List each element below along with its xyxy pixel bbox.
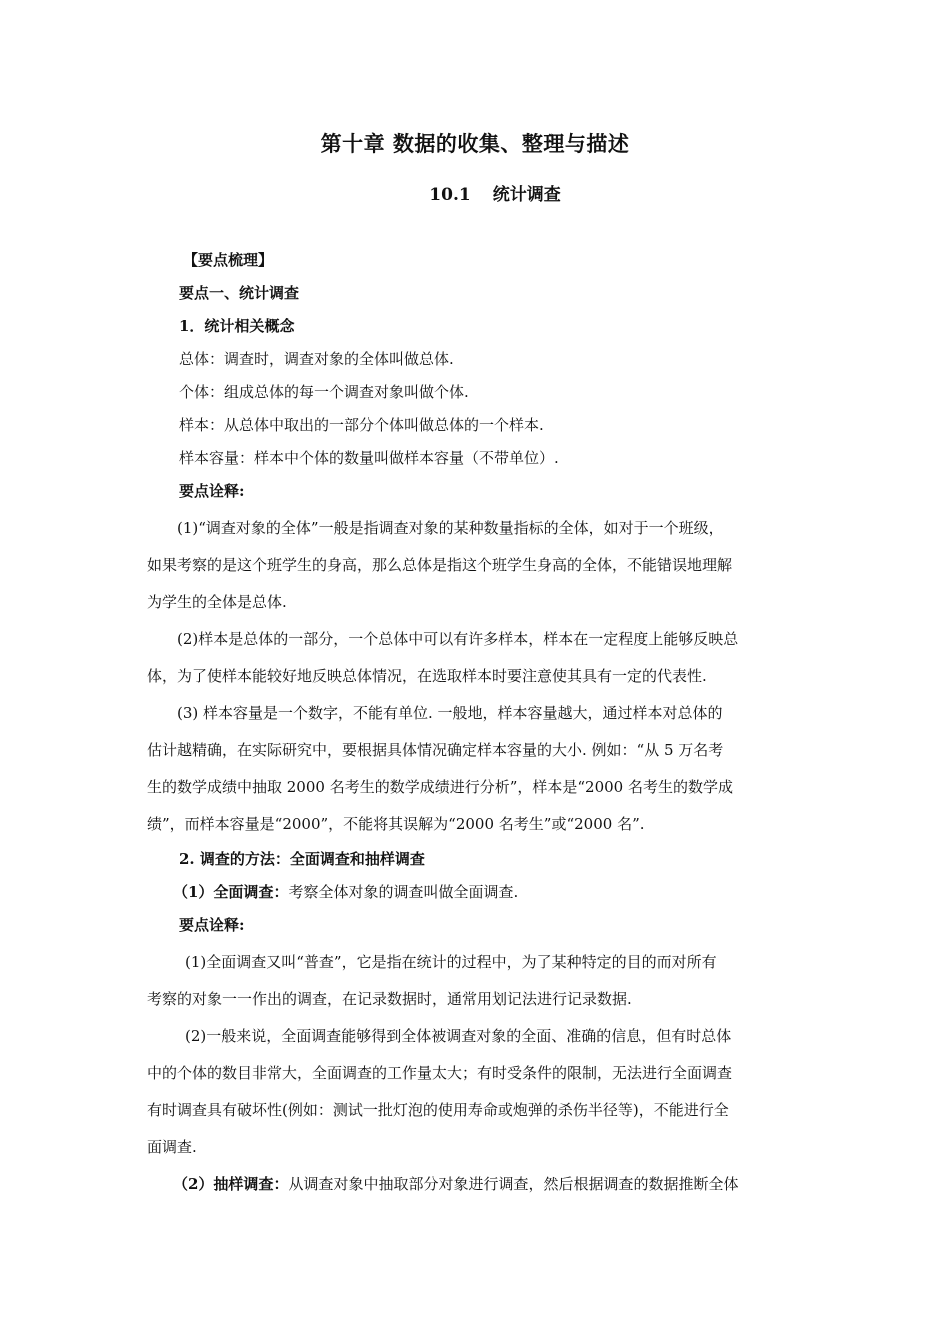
note-1-line-1: (1)“调查对象的全体”一般是指调查对象的某种数量指标的全体，如对于一个班级， <box>177 519 724 537</box>
definition-sample: 样本：从总体中取出的一部分个体叫做总体的一个样本. <box>179 416 544 434</box>
full-survey-text: 考察全体对象的调查叫做全面调查. <box>288 883 519 901</box>
sample-survey-text: 从调查对象中抽取部分对象进行调查，然后根据调查的数据推断全体 <box>288 1175 739 1193</box>
full-survey-note-2 <box>147 1018 807 1166</box>
note-paragraph-2 <box>147 621 807 695</box>
subsection-1-heading: 1．统计相关概念 <box>179 317 295 335</box>
note-3-line-1: (3) 样本容量是一个数字，不能有单位. 一般地，样本容量越大，通过样本对总体的 <box>177 704 723 722</box>
full-survey-note-1 <box>147 944 807 1018</box>
note-3-line-2: 估计越精确，在实际研究中，要根据具体情况确定样本容量的大小. 例如：“从 5 万名考 <box>147 741 724 759</box>
full-note-2-line-1: (2)一般来说，全面调查能够得到全体被调查对象的全面、准确的信息，但有时总体 <box>185 1027 732 1045</box>
note-2-line-1: (2)样本是总体的一部分，一个总体中可以有许多样本，样本在一定程度上能够反映总 <box>177 630 739 648</box>
note-paragraph-3 <box>147 695 807 843</box>
sample-survey-definition <box>147 1166 807 1203</box>
full-note-1-line-2: 考察的对象一一作出的调查，在记录数据时，通常用划记法进行记录数据. <box>147 990 632 1008</box>
notes-heading-1: 要点诠释: <box>179 482 245 500</box>
chapter-title: 第十章 数据的收集、整理与描述 <box>320 131 630 156</box>
note-3-line-3: 生的数学成绩中抽取 2000 名考生的数学成绩进行分析”，样本是“2000 名考生的数学成 <box>147 778 733 796</box>
document-body <box>147 244 807 1203</box>
full-note-2-line-2: 中的个体的数目非常大，全面调查的工作量太大；有时受条件的限制，无法进行全面调查 <box>147 1064 733 1082</box>
full-survey-definition <box>147 876 807 909</box>
subsection-2-heading: 2. 调查的方法：全面调查和抽样调查 <box>179 850 425 868</box>
note-1-line-2: 如果考察的是这个班学生的身高，那么总体是指这个班学生身高的全体，不能错误地理解 <box>147 556 733 574</box>
section-number: 10.1 <box>429 185 471 205</box>
definition-sample-size: 样本容量：样本中个体的数量叫做样本容量（不带单位）. <box>179 449 559 467</box>
section-title <box>0 180 950 205</box>
sample-survey-line-1 <box>147 1166 807 1203</box>
key-points-heading: 【要点梳理】 <box>183 251 274 269</box>
section-name: 统计调查 <box>492 185 561 205</box>
sample-survey-term: （2）抽样调查： <box>173 1175 289 1193</box>
note-3-line-4: 绩”，而样本容量是“2000”，不能将其误解为“2000 名考生”或“2000 名”. <box>147 815 645 833</box>
full-survey-term: （1）全面调查： <box>173 883 289 901</box>
note-2-line-2: 体，为了使样本能较好地反映总体情况，在选取样本时要注意使其具有一定的代表性. <box>147 667 707 685</box>
full-note-1-line-1: (1)全面调查又叫“普查”，它是指在统计的过程中，为了某种特定的目的而对所有 <box>185 953 717 971</box>
notes-heading-2: 要点诠释: <box>179 916 245 934</box>
definition-total: 总体：调查时，调查对象的全体叫做总体. <box>179 350 454 368</box>
note-paragraph-1 <box>147 510 807 621</box>
full-note-2-line-4: 面调查. <box>147 1138 197 1156</box>
point-one-heading: 要点一、统计调查 <box>179 284 300 302</box>
definition-individual: 个体：组成总体的每一个调查对象叫做个体. <box>179 383 469 401</box>
note-1-line-3: 为学生的全体是总体. <box>147 593 287 611</box>
full-note-2-line-3: 有时调查具有破坏性(例如：测试一批灯泡的使用寿命或炮弹的杀伤半径等)，不能进行全 <box>147 1101 729 1119</box>
